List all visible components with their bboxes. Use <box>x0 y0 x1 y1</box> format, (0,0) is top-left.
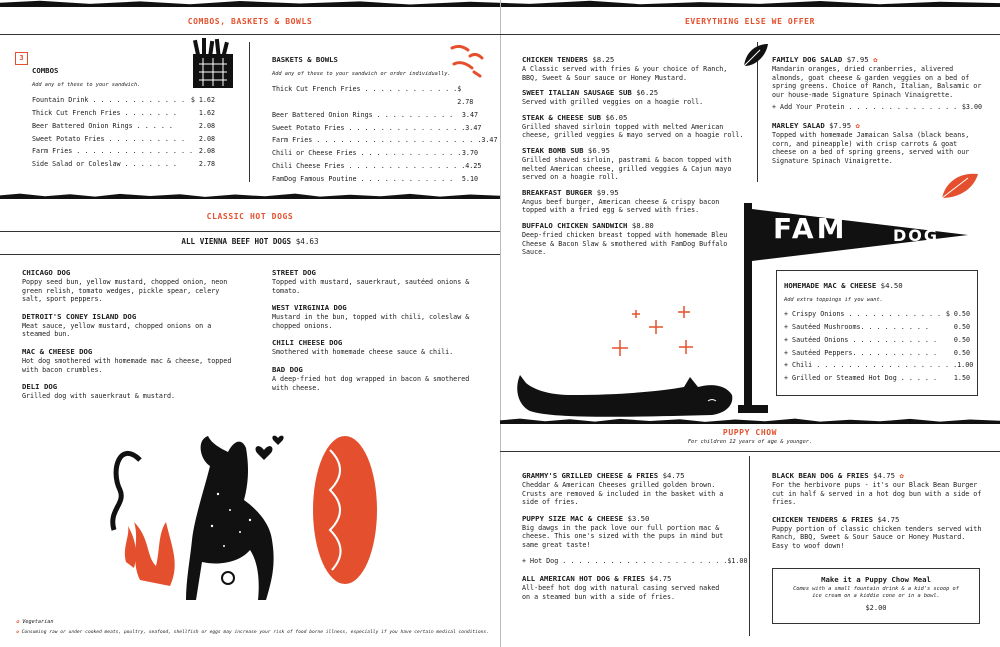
combo-list <box>32 94 215 171</box>
section-title-combos: COMBOS, BASKETS & BOWLS <box>187 17 313 26</box>
item-label: Thick Cut French Fries . . . . . . . . . . . . <box>272 85 458 94</box>
menu-item-desc: Grilled shaved sirloin, pastrami & bacon topped with melted American cheese, grilled veggies & Cajun mayo served on a hoagie roll. <box>522 155 732 182</box>
price-row <box>784 308 970 321</box>
puppy-right-column <box>772 471 982 559</box>
raw-warning-text: Consuming raw or under cooked meats, poultry, seafood, shellfish or eggs may increase your risk of food borne illness, especially if you have certain medical conditions. <box>21 630 489 635</box>
menu-item-heading <box>772 515 982 525</box>
price-row <box>784 334 970 347</box>
item-price: 1.00 <box>957 361 974 370</box>
item-label: Farm Fries . . . . . . . . . . . . . . . <box>32 147 194 156</box>
menu-item-title: CHILI CHEESE DOG <box>272 338 343 348</box>
menu-item <box>22 382 237 401</box>
menu-item-heading <box>522 146 747 156</box>
menu-item-price: $4.75 <box>873 471 896 480</box>
puppy-mac-desc: Big dawgs in the pack love our full portion mac & cheese. This one's sized with the pups in mind but same great taste! <box>522 523 724 549</box>
divider <box>0 34 500 35</box>
menu-item-desc: Mustard in the bun, topped with chili, coleslaw & chopped onions. <box>272 313 470 330</box>
family-salad-heading <box>772 55 982 65</box>
combos-block <box>32 66 215 171</box>
price-row <box>32 107 215 120</box>
price-row <box>32 145 215 158</box>
american-price: $4.75 <box>649 574 672 584</box>
menu-item-heading <box>272 338 482 348</box>
item-price: $ 1.62 <box>190 96 215 105</box>
raw-warning-icon: ✿ <box>16 630 19 635</box>
mac-heading <box>784 281 970 291</box>
item-label: Sweet Potato Fries . . . . . . . . . . . . . . . <box>272 123 466 132</box>
menu-item <box>272 303 482 330</box>
divider <box>500 451 1000 452</box>
menu-item <box>522 221 747 257</box>
item-price: 3.47 <box>481 136 498 145</box>
sleeping-dog-illustration <box>512 365 752 425</box>
price-row <box>32 133 215 146</box>
menu-item <box>22 312 237 339</box>
grammys-grilled-cheese <box>522 471 730 507</box>
logo-word-fam: FAM <box>773 212 848 245</box>
combos-title: COMBOS <box>32 66 59 75</box>
menu-item-heading <box>522 188 747 198</box>
item-price: 2.78 <box>198 160 215 169</box>
menu-item <box>22 347 237 374</box>
menu-item <box>522 188 747 215</box>
hot-dogs-headline-price: $4.63 <box>295 237 319 246</box>
divider <box>500 34 1000 35</box>
item-price: 1.50 <box>953 374 970 383</box>
puppy-mac-title: PUPPY SIZE MAC & CHEESE <box>522 513 624 523</box>
combo-badge: 3 <box>15 52 28 65</box>
menu-item-heading <box>272 268 482 278</box>
item-label: Sweet Potato Fries . . . . . . . . . . <box>32 134 185 143</box>
item-label: Side Salad or Coleslaw . . . . . . . <box>32 160 177 169</box>
item-price: 2.08 <box>198 134 215 143</box>
puppy-meal-desc: Comes with a small fountain drink & a kid's scoop of ice cream on a kiddie cone or in a bowl. <box>793 586 959 599</box>
price-row <box>272 173 478 186</box>
footnote-raw <box>16 630 496 635</box>
salads-block <box>772 55 982 173</box>
menu-item-desc: A Classic served with fries & your choice of Ranch, BBQ, Sweet & Sour sauce or Honey Mustard. <box>522 65 728 82</box>
price-row <box>784 321 970 334</box>
menu-item-heading <box>522 221 747 231</box>
menu-item-title: BUFFALO CHICKEN SANDWICH <box>522 220 628 230</box>
footnote-vegetarian <box>16 619 53 625</box>
american-desc: All-beef hot dog with natural casing served naked on a steamed bun with a side of fries. <box>522 584 720 601</box>
hot-dogs-left-column <box>22 268 237 409</box>
menu-item-price: $6.05 <box>605 112 628 122</box>
puppy-meal-price: $2.00 <box>865 604 887 612</box>
price-row <box>784 372 970 385</box>
menu-item-desc: Served with grilled veggies on a hoagie roll. <box>522 98 704 107</box>
item-price: 4.25 <box>465 162 482 171</box>
american-heading <box>522 574 730 584</box>
grammys-title: GRAMMY'S GRILLED CHEESE & FRIES <box>522 471 659 480</box>
puppy-mac-cheese <box>522 513 748 568</box>
mac-price: $4.50 <box>880 281 903 290</box>
hot-dogs-headline <box>0 237 500 246</box>
vegetarian-icon: ✿ <box>899 471 904 480</box>
american-title: ALL AMERICAN HOT DOG & FRIES <box>522 574 646 584</box>
item-label: + Chili . . . . . . . . . . . . . . . . . . <box>784 361 958 370</box>
menu-item-desc: Angus beef burger, American cheese & crispy bacon topped with a fried egg & served with fries. <box>522 197 720 215</box>
menu-item-desc: Puppy portion of classic chicken tenders served with Ranch, BBQ, Sweet & Sour Sauce or Honey Mustard. Easy to woof down! <box>772 524 982 550</box>
item-label: Fountain Drink . . . . . . . . . . . . <box>32 96 185 105</box>
family-salad-desc: Mandarin oranges, dried cranberries, alivered almonds, goat cheese & garden veggies on a bed of spring greens. Choice of Ranch, Italian, Balsamic or our house-made Signature Spinach Vinaigrette. <box>772 65 982 99</box>
menu-item-desc: Grilled shaved sirloin topped with melted American cheese, grilled veggies & mayo served on a hoagie roll. <box>522 122 744 140</box>
item-price: 0.50 <box>953 323 970 332</box>
puppy-mac-addon <box>522 555 748 568</box>
puppy-left-column <box>522 471 748 609</box>
item-label: Chili Cheese Fries . . . . . . . . . . . . . . . <box>272 162 466 171</box>
family-salad-price: $7.95 <box>846 55 869 64</box>
menu-item-heading <box>272 303 482 313</box>
menu-item-title: BREAKFAST BURGER <box>522 187 593 197</box>
menu-item-title: BAD DOG <box>272 364 303 374</box>
menu-item <box>772 515 982 551</box>
divider-vertical <box>249 42 250 182</box>
page-fold <box>500 0 501 647</box>
item-price: 1.62 <box>198 109 215 118</box>
divider <box>0 254 500 255</box>
price-row <box>784 359 974 372</box>
item-price: 3.47 <box>465 123 482 132</box>
section-title-everything: EVERYTHING ELSE WE OFFER <box>685 17 815 26</box>
marley-salad <box>772 121 982 165</box>
section-title-hot-dogs: CLASSIC HOT DOGS <box>206 212 294 221</box>
puppy-mac-price: $3.50 <box>627 513 650 523</box>
combos-subtitle: Add any of these to your sandwich. <box>32 82 141 89</box>
family-salad-title: FAMILY DOG SALAD <box>772 55 843 64</box>
item-label: FamDog Famous Poutine . . . . . . . . . . . . <box>272 174 454 183</box>
menu-item-desc: Meat sauce, yellow mustard, chopped onions on a steamed bun. <box>22 321 212 339</box>
item-label: + Grilled or Steamed Hot Dog . . . . . <box>784 374 937 383</box>
grammys-heading <box>522 471 730 481</box>
item-label: Farm Fries . . . . . . . . . . . . . . . . . . . . . <box>272 136 482 145</box>
vegetarian-icon: ✿ <box>16 619 20 625</box>
menu-item <box>522 113 747 140</box>
menu-item-title: CHICAGO DOG <box>22 268 71 277</box>
menu-item-title: MAC & CHEESE DOG <box>22 346 93 356</box>
item-label: + Sautéed Mushrooms. . . . . . . . . <box>784 323 929 332</box>
menu-item-desc: Smothered with homemade cheese sauce & chili. <box>272 348 454 357</box>
menu-item-title: STREET DOG <box>272 268 316 277</box>
section-border <box>0 193 500 199</box>
menu-item <box>272 338 482 357</box>
item-label: + Crispy Onions . . . . . . . . . . . . <box>784 310 942 319</box>
leaf-illustration <box>740 40 770 70</box>
menu-item-price: $8.25 <box>592 55 615 64</box>
menu-item-title: CHICKEN TENDERS & FRIES <box>772 514 874 524</box>
menu-item-heading <box>522 55 747 65</box>
item-price: 5.10 <box>461 174 478 183</box>
menu-item-desc: Poppy seed bun, yellow mustard, chopped onion, neon green relish, tomato wedges, pickle spear, celery salt, sport peppers. <box>22 278 228 304</box>
menu-item-title: DETROIT'S CONEY ISLAND DOG <box>22 311 137 321</box>
menu-item-heading <box>522 88 747 98</box>
puppy-mac-heading <box>522 514 730 524</box>
item-price: 0.50 <box>953 348 970 357</box>
menu-item-desc: A deep-fried hot dog wrapped in bacon & smothered with cheese. <box>272 374 470 392</box>
logo-word-dog: DOG <box>893 226 940 245</box>
marley-salad-heading <box>772 121 982 131</box>
vegetarian-label: Vegetarian <box>22 619 54 625</box>
menu-item-heading <box>22 312 237 322</box>
item-price: $ 0.50 <box>945 310 970 319</box>
mac-cheese-box <box>776 270 978 396</box>
item-price: 2.08 <box>198 147 215 156</box>
menu-item-price: $6.25 <box>636 88 659 98</box>
puppy-meal-box <box>772 568 980 624</box>
item-price: 0.50 <box>953 335 970 344</box>
menu-item-desc: Hot dog smothered with homemade mac & cheese, topped with bacon crumbles. <box>22 356 232 374</box>
item-label: Beer Battered Onion Rings . . . . . . . . . . <box>272 110 454 119</box>
price-row <box>272 160 482 173</box>
price-row <box>272 109 478 122</box>
menu-item <box>522 55 747 82</box>
price-row <box>32 94 215 107</box>
item-price: 3.47 <box>461 110 478 119</box>
menu-item-title: SWEET ITALIAN SAUSAGE SUB <box>522 88 632 98</box>
price-row <box>32 120 215 133</box>
grammys-price: $4.75 <box>662 471 685 480</box>
menu-item-price: $9.95 <box>596 187 619 197</box>
menu-item <box>272 365 482 392</box>
price-row <box>32 158 215 171</box>
baskets-subtitle: Add any of these to your sandwich or order individually. <box>272 71 451 78</box>
vegetarian-icon: ✿ <box>873 55 878 64</box>
item-price: 3.70 <box>461 149 478 158</box>
vegetarian-icon: ✿ <box>855 121 860 131</box>
menu-item-title: CHICKEN TENDERS <box>522 55 588 64</box>
menu-item-heading <box>22 347 237 357</box>
menu-item-heading <box>522 113 747 123</box>
price-row <box>272 122 482 135</box>
item-price: 2.08 <box>198 121 215 130</box>
menu-item <box>272 268 482 295</box>
family-salad-addon <box>772 101 982 114</box>
item-label: Beer Battered Onion Rings . . . . . <box>32 121 173 130</box>
menu-item-title: DELI DOG <box>22 382 58 392</box>
menu-item <box>522 146 747 182</box>
menu-item-price: $6.95 <box>587 145 610 155</box>
all-american-hot-dog <box>522 574 730 601</box>
price-row <box>272 83 478 109</box>
price-row <box>272 134 498 147</box>
menu-item-title: BLACK BEAN DOG & FRIES <box>772 471 869 480</box>
addon-price: $1.00 <box>727 556 748 565</box>
menu-item <box>22 268 237 304</box>
menu-item-desc: Grilled dog with sauerkraut & mustard. <box>22 392 175 401</box>
addon-label: + Add Your Protein . . . . . . . . . . . . . . <box>772 103 958 112</box>
puppy-meal-title: Make it a Puppy Chow Meal <box>821 575 931 584</box>
menu-item-heading <box>772 471 982 481</box>
marley-salad-desc: Topped with homemade Jamaican Salsa (black beans, corn, and pineapple) with crisp carrots & goat cheese on a bed of spring greens, served with our Signature Spinach Vinaigrette. <box>772 131 970 165</box>
divider <box>0 231 500 232</box>
baskets-block <box>272 55 498 186</box>
menu-item-price: $8.80 <box>631 220 654 230</box>
addon-label: + Hot Dog . . . . . . . . . . . . . . . . . . . . . <box>522 556 728 565</box>
mac-topping-list <box>784 308 974 385</box>
price-row <box>784 347 970 360</box>
puppy-chow-subtitle: For children 12 years of age & younger. <box>687 439 813 445</box>
item-label: + Sautéed Onions . . . . . . . . . . . <box>784 335 937 344</box>
menu-item <box>772 471 982 507</box>
stars-illustration <box>600 300 710 370</box>
divider-vertical <box>749 456 750 636</box>
everything-left-column <box>522 55 747 263</box>
marley-salad-title: MARLEY SALAD <box>772 121 825 131</box>
item-label: Thick Cut French Fries . . . . . . . <box>32 109 177 118</box>
menu-item-title: STEAK & CHEESE SUB <box>522 112 602 122</box>
menu-item <box>522 88 747 107</box>
item-label: + Sautéed Peppers. . . . . . . . . . . <box>784 348 937 357</box>
addon-price: $3.00 <box>961 103 982 112</box>
family-dog-salad <box>772 55 982 114</box>
mac-subtitle: Add extra toppings if you want. <box>784 297 883 304</box>
mac-title: HOMEMADE MAC & CHEESE <box>784 281 877 290</box>
menu-item-title: WEST VIRGINIA DOG <box>272 303 347 313</box>
item-label: Chili or Cheese Fries . . . . . . . . . . . . . <box>272 149 462 158</box>
item-price: $ 2.78 <box>457 85 474 107</box>
menu-item-heading <box>22 268 237 278</box>
baskets-title: BASKETS & BOWLS <box>272 55 338 64</box>
grammys-desc: Cheddar & American Cheeses grilled golden brown. Crusts are removed & included in the basket with a side of fries. <box>522 481 724 507</box>
menu-item-title: STEAK BOMB SUB <box>522 145 584 155</box>
marley-salad-price: $7.95 <box>829 121 852 131</box>
menu-item-desc: Topped with mustard, sauerkraut, sautéed onions & tomato. <box>272 278 470 295</box>
basket-list <box>272 83 498 185</box>
menu-item-heading <box>272 365 482 375</box>
menu-item-heading <box>22 382 237 392</box>
dog-illustration <box>100 430 430 610</box>
menu-item-price: $4.75 <box>877 514 900 524</box>
hot-dogs-right-column <box>272 268 482 400</box>
menu-item-desc: For the herbivore pups - it's our Black Bean Burger cut in half & served in a hot dog bun with a side of fries. <box>772 481 982 507</box>
price-row <box>272 147 478 160</box>
section-title-puppy-chow: PUPPY CHOW <box>722 428 778 437</box>
menu-item-desc: Deep-fried chicken breast topped with homemade Bleu Cheese & Bacon Slaw & smothered with FamDog Buffalo Sauce. <box>522 230 728 257</box>
hot-dogs-headline-text: ALL VIENNA BEEF HOT DOGS <box>181 237 292 246</box>
